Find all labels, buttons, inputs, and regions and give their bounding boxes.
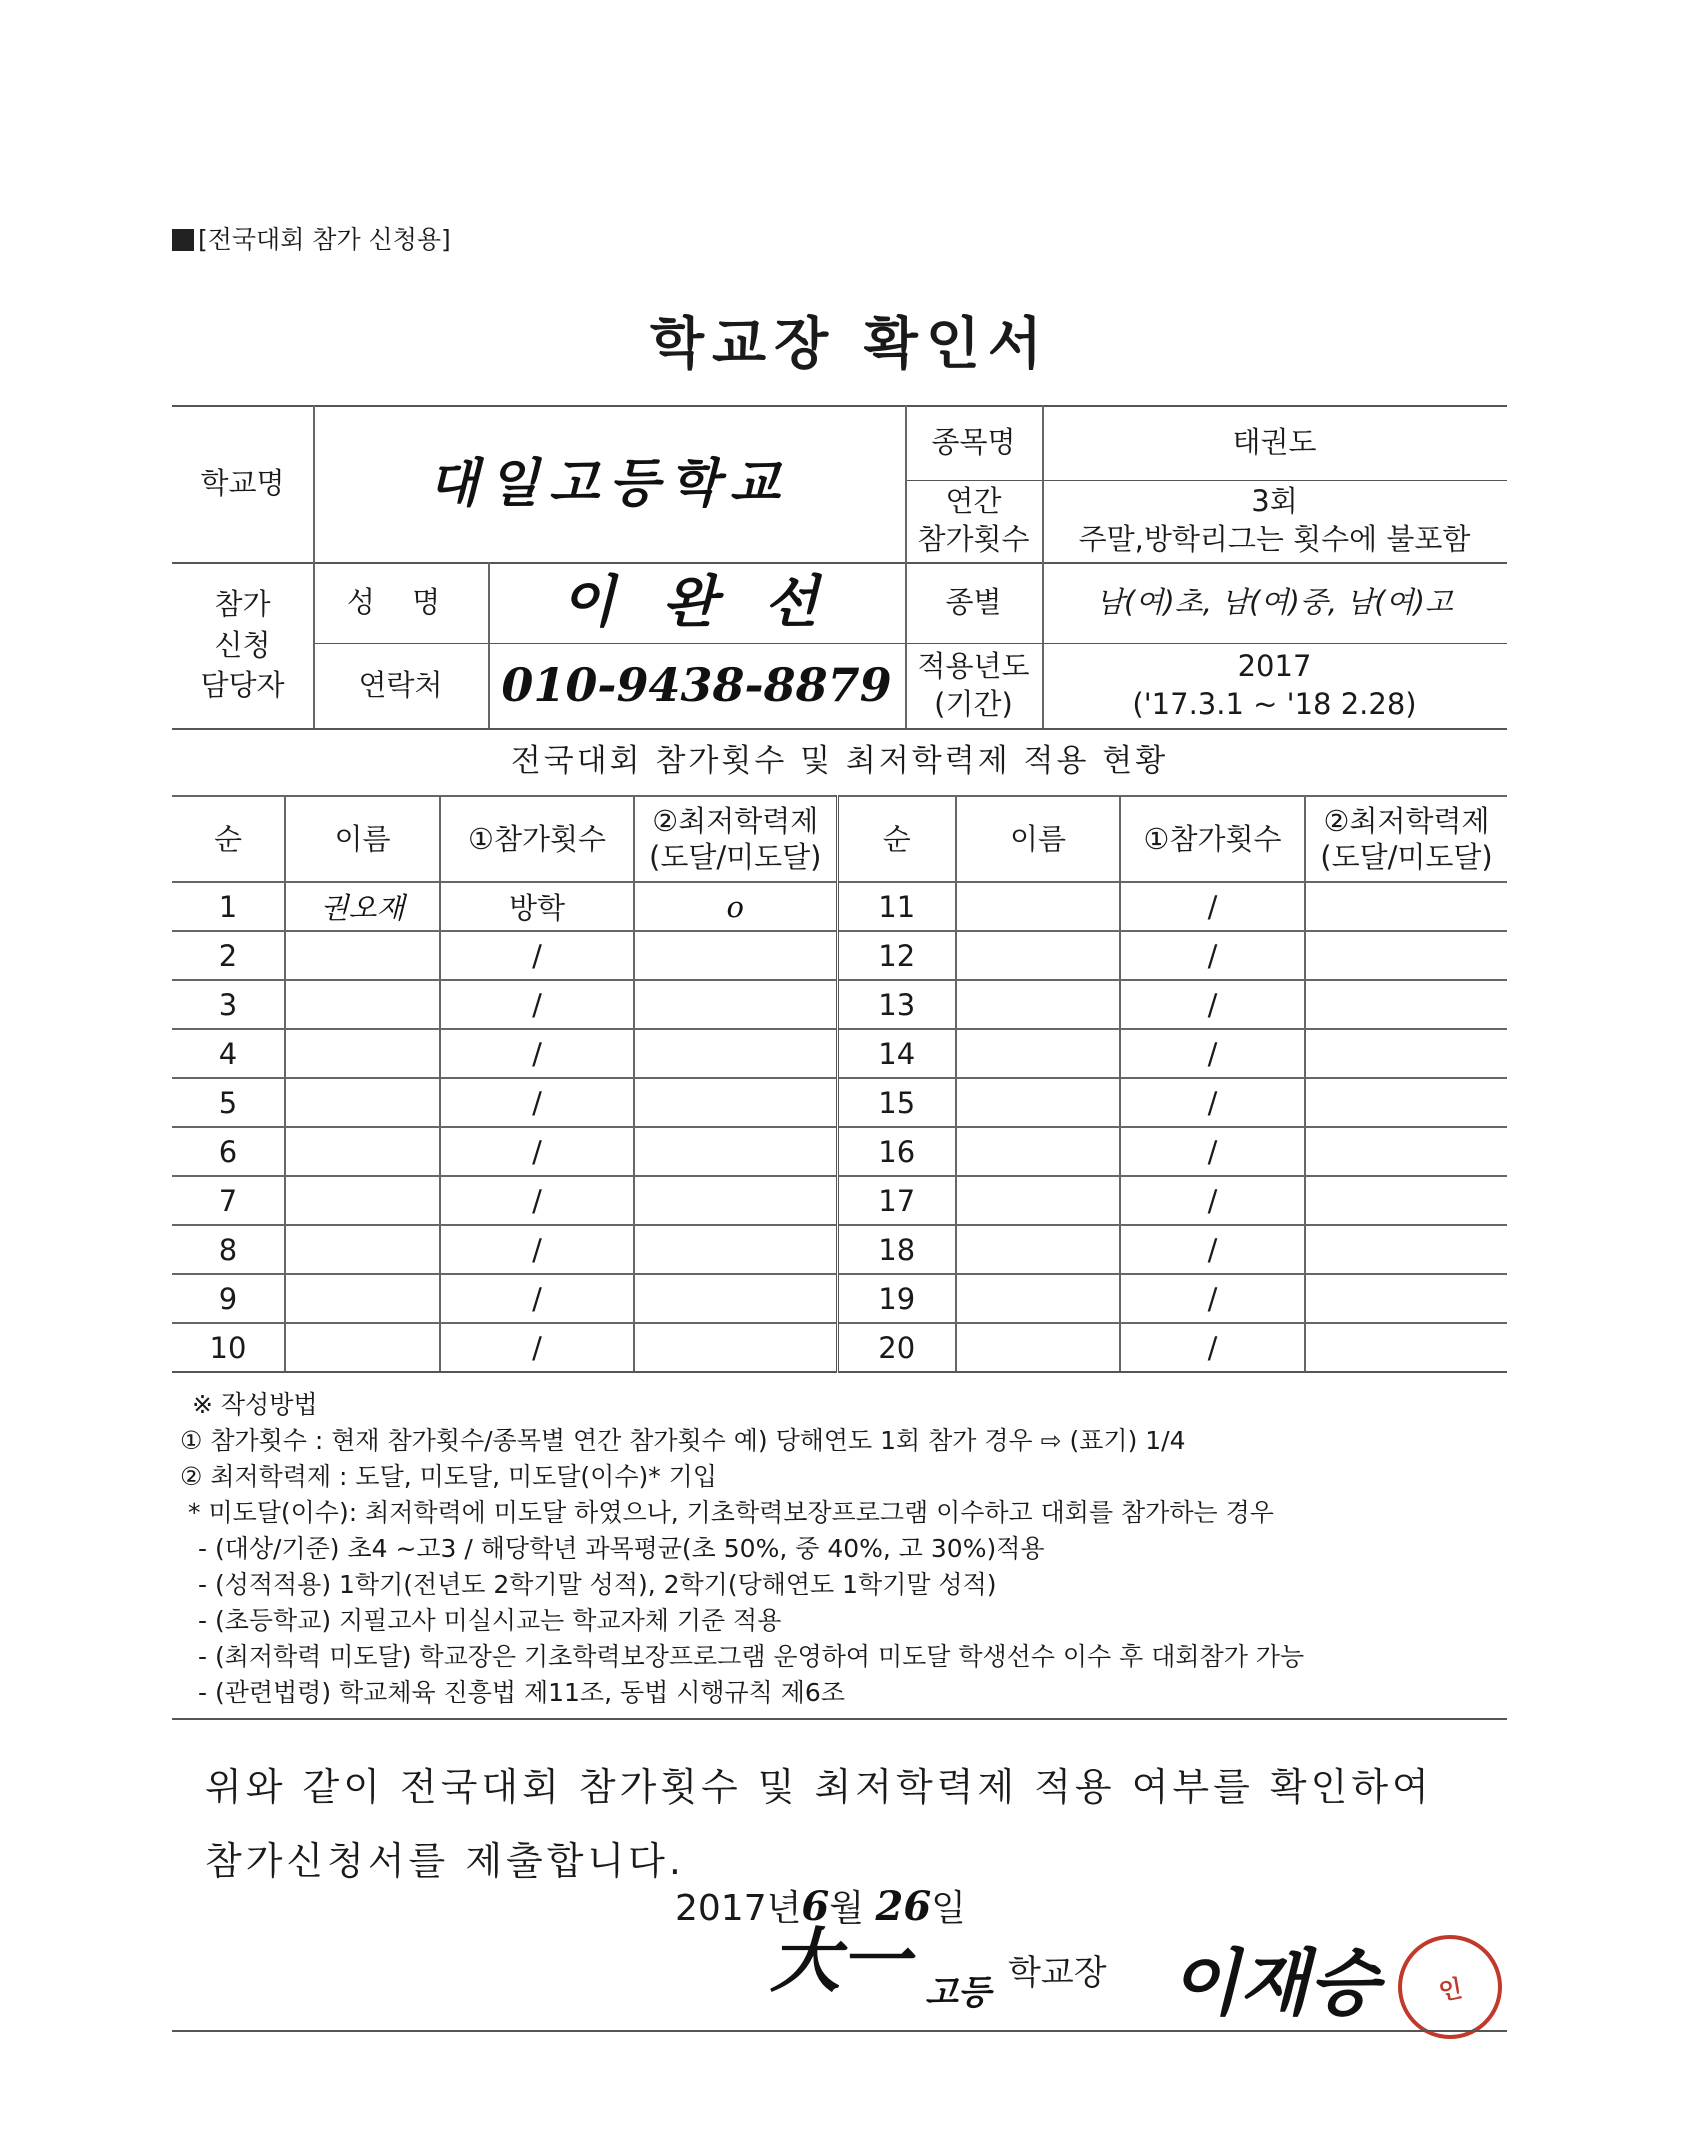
row-no: 19 <box>837 1274 956 1323</box>
row-no: 10 <box>172 1323 285 1372</box>
table-row <box>172 1176 1507 1225</box>
participation-table <box>172 795 1507 1373</box>
confirmation-statement: 위와 같이 전국대회 참가횟수 및 최저학력제 적용 여부를 확인하여 참가신청서를 제출합니다. <box>205 1765 1433 1883</box>
table-row <box>172 931 1507 980</box>
row-no: 14 <box>837 1029 956 1078</box>
participant-name <box>285 1029 440 1078</box>
handwritten-school: 大一 <box>770 1919 910 2002</box>
instruction-line: ※ 작성방법 <box>192 1390 318 1419</box>
participant-name <box>285 931 440 980</box>
participation-count: / <box>440 1274 634 1323</box>
min-academic-status <box>634 931 837 980</box>
participation-count: / <box>1120 1127 1305 1176</box>
participant-name <box>956 1176 1120 1225</box>
participation-count: / <box>1120 931 1305 980</box>
page-title: 학교장 확인서 <box>649 312 1051 377</box>
participation-count: / <box>440 1323 634 1372</box>
row-no: 7 <box>172 1176 285 1225</box>
school-name-label: 학교명 <box>200 465 285 500</box>
participant-name <box>956 1274 1120 1323</box>
annual-count-label: 연간 참가횟수 <box>917 484 1030 556</box>
min-academic-status <box>1305 882 1507 931</box>
instruction-line: - (성적적용) 1학기(전년도 2학기말 성적), 2학기(당해연도 1학기말 성적) <box>198 1570 997 1599</box>
category-value: 남(여)초, 남(여)중, 남(여)고 <box>1096 584 1453 619</box>
row-no: 12 <box>837 931 956 980</box>
col-no-header: 순 <box>172 796 285 882</box>
table-row <box>172 1127 1507 1176</box>
min-academic-status <box>1305 1323 1507 1372</box>
min-academic-status <box>1305 1225 1507 1274</box>
category-label: 종별 <box>945 584 1002 619</box>
min-academic-status <box>1305 980 1507 1029</box>
table-row <box>172 1323 1507 1372</box>
min-academic-status <box>1305 931 1507 980</box>
participant-name <box>956 980 1120 1029</box>
official-seal: 인 <box>1390 1927 1510 2047</box>
form-type-label: [전국대회 참가 신청용] <box>172 220 451 256</box>
row-no: 16 <box>837 1127 956 1176</box>
col-no-header: 순 <box>837 796 956 882</box>
participant-name <box>285 1225 440 1274</box>
instruction-line: - (최저학력 미도달) 학교장은 기초학력보장프로그램 운영하여 미도달 학생선수 이수 후 대회참가 가능 <box>198 1642 1305 1671</box>
participation-count: / <box>1120 1176 1305 1225</box>
instruction-line: - (대상/기준) 초4 ~고3 / 해당학년 과목평균(초 50%, 중 40%, 고 30%)적용 <box>198 1534 1045 1563</box>
row-no: 8 <box>172 1225 285 1274</box>
row-no: 4 <box>172 1029 285 1078</box>
participation-count: / <box>440 1078 634 1127</box>
min-academic-status <box>1305 1127 1507 1176</box>
applicant-label: 참가 신청 담당자 <box>200 587 285 703</box>
min-academic-status <box>634 1274 837 1323</box>
participant-name <box>285 1274 440 1323</box>
col-count-header: ①참가횟수 <box>440 796 634 882</box>
event-value: 태권도 <box>1232 424 1317 459</box>
row-no: 15 <box>837 1078 956 1127</box>
principal-signature: 이재승 <box>1170 1940 1379 2025</box>
participation-count: / <box>440 931 634 980</box>
name-label: 성 명 <box>346 584 455 619</box>
min-academic-status <box>634 1127 837 1176</box>
participant-name <box>285 980 440 1029</box>
school-name-value: 대일고등학교 <box>428 452 790 514</box>
year-value: 2017 ('17.3.1 ~ '18 2.28) <box>1132 648 1417 721</box>
participant-name <box>285 1323 440 1372</box>
participation-count: / <box>1120 1225 1305 1274</box>
min-academic-status <box>634 1078 837 1127</box>
participation-count: / <box>1120 1029 1305 1078</box>
participant-name <box>285 1127 440 1176</box>
min-academic-status <box>634 1029 837 1078</box>
participation-count: / <box>440 1225 634 1274</box>
event-label: 종목명 <box>931 424 1016 459</box>
min-academic-status <box>1305 1029 1507 1078</box>
participation-count: / <box>1120 1323 1305 1372</box>
col-name-header: 이름 <box>956 796 1120 882</box>
col-min-header: ②최저학력제 (도달/미도달) <box>1305 796 1507 882</box>
row-no: 5 <box>172 1078 285 1127</box>
principal-title: 학교장 <box>1008 1953 1107 1993</box>
instruction-line: * 미도달(이수): 최저학력에 미도달 하였으나, 기초학력보장프로그램 이수하고 대회를 참가하는 경우 <box>188 1498 1274 1527</box>
contact-value: 010-9438-8879 <box>501 657 892 712</box>
min-academic-status <box>1305 1078 1507 1127</box>
row-no: 18 <box>837 1225 956 1274</box>
participation-count: / <box>440 1029 634 1078</box>
col-min-header: ②최저학력제 (도달/미도달) <box>634 796 837 882</box>
table-row <box>172 1274 1507 1323</box>
annual-count-value: 3회 주말,방학리그는 횟수에 불포함 <box>1078 484 1471 556</box>
instruction-line: - (관련법령) 학교체육 진흥법 제11조, 동법 시행규칙 제6조 <box>198 1678 845 1707</box>
row-no: 6 <box>172 1127 285 1176</box>
participation-count: / <box>1120 1078 1305 1127</box>
year-label: 적용년도 (기간) <box>917 648 1030 721</box>
divider <box>172 1718 1507 1720</box>
participant-name <box>956 1225 1120 1274</box>
participant-name <box>956 1323 1120 1372</box>
table-header-row <box>172 796 1507 882</box>
row-no: 2 <box>172 931 285 980</box>
participant-name <box>956 1127 1120 1176</box>
row-no: 3 <box>172 980 285 1029</box>
row-no: 11 <box>837 882 956 931</box>
row-no: 9 <box>172 1274 285 1323</box>
row-no: 17 <box>837 1176 956 1225</box>
table-row <box>172 1078 1507 1127</box>
handwritten-school-suffix: 고등 <box>925 1973 991 2013</box>
row-no: 1 <box>172 882 285 931</box>
participant-name <box>956 1029 1120 1078</box>
participation-count: 방학 <box>440 882 634 931</box>
min-academic-status <box>1305 1176 1507 1225</box>
participant-name: 권오재 <box>285 882 440 931</box>
signature-date: 2017년6월 26일 <box>675 1883 966 1930</box>
min-academic-status <box>634 980 837 1029</box>
participant-name <box>956 931 1120 980</box>
participant-name <box>956 1078 1120 1127</box>
min-academic-status <box>1305 1274 1507 1323</box>
table-row <box>172 980 1507 1029</box>
min-academic-status: o <box>634 882 837 931</box>
instruction-line: ① 참가횟수 : 현재 참가횟수/종목별 연간 참가횟수 예) 당해연도 1회 참가 경우 ⇨ (표기) 1/4 <box>180 1426 1186 1455</box>
participation-count: / <box>1120 1274 1305 1323</box>
participation-count: / <box>440 980 634 1029</box>
row-no: 20 <box>837 1323 956 1372</box>
participant-name <box>285 1176 440 1225</box>
participation-count: / <box>1120 980 1305 1029</box>
min-academic-status <box>634 1225 837 1274</box>
square-bullet-icon <box>172 229 194 251</box>
min-academic-status <box>634 1176 837 1225</box>
divider <box>172 2030 1507 2032</box>
instruction-line: ② 최저학력제 : 도달, 미도달, 미도달(이수)* 기입 <box>180 1462 717 1491</box>
instructions <box>180 1387 1510 1711</box>
participation-count: / <box>440 1176 634 1225</box>
table-row <box>172 1029 1507 1078</box>
section-title: 전국대회 참가횟수 및 최저학력제 적용 현황 <box>510 743 1169 780</box>
instruction-line: - (초등학교) 지필고사 미실시교는 학교자체 기준 적용 <box>198 1606 782 1635</box>
min-academic-status <box>634 1323 837 1372</box>
participant-name <box>285 1078 440 1127</box>
participant-name <box>956 882 1120 931</box>
table-row <box>172 882 1507 931</box>
participation-count: / <box>440 1127 634 1176</box>
row-no: 13 <box>837 980 956 1029</box>
col-count-header: ①참가횟수 <box>1120 796 1305 882</box>
col-name-header: 이름 <box>285 796 440 882</box>
contact-label: 연락처 <box>358 667 443 702</box>
table-row <box>172 1225 1507 1274</box>
name-value: 이 완 선 <box>560 569 833 636</box>
participation-count: / <box>1120 882 1305 931</box>
